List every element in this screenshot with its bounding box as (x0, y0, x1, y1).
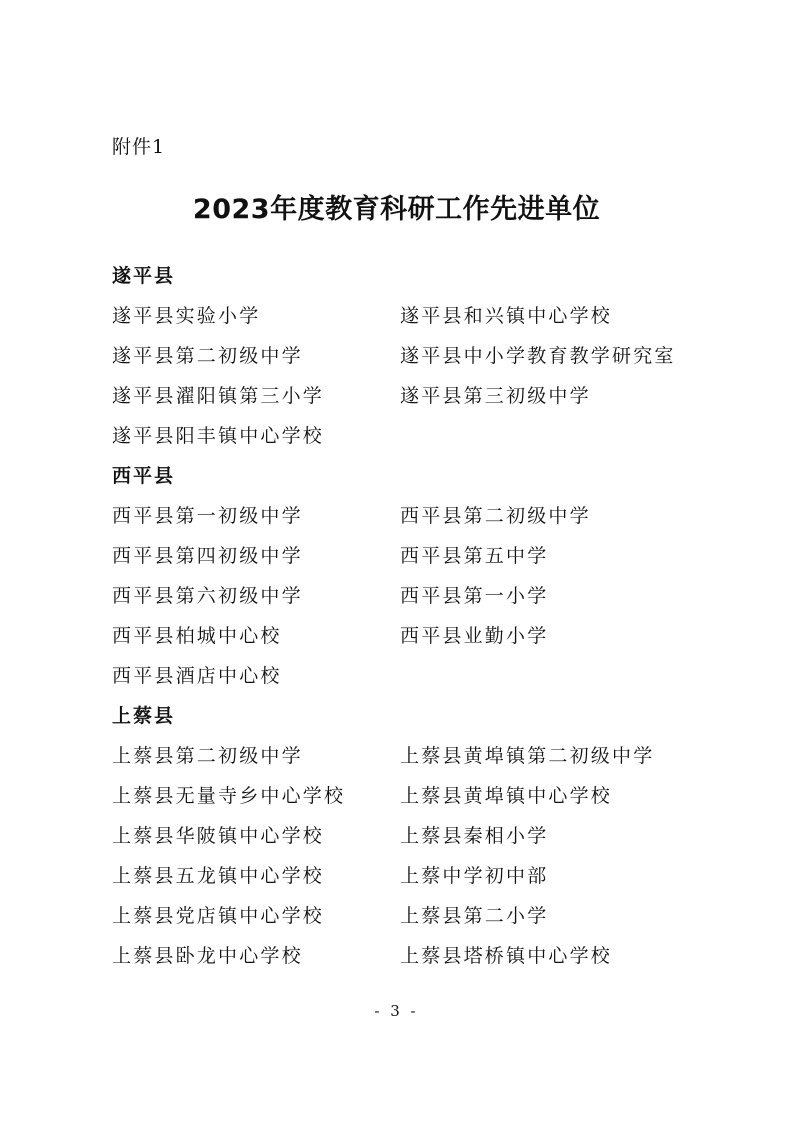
unit-item: 上蔡中学初中部 (400, 865, 549, 887)
unit-item: 西平县业勤小学 (400, 625, 549, 647)
county-list (112, 256, 712, 976)
unit-item: 遂平县第二初级中学 (112, 345, 303, 367)
county-section-suiping (112, 256, 712, 456)
unit-item: 西平县第二初级中学 (400, 505, 591, 527)
unit-item: 上蔡县华陂镇中心学校 (112, 825, 325, 847)
unit-item: 遂平县和兴镇中心学校 (400, 305, 613, 327)
unit-item: 遂平县中小学教育教学研究室 (400, 345, 676, 367)
county-section-xiping (112, 456, 712, 696)
unit-item: 上蔡县卧龙中心学校 (112, 945, 303, 967)
county-section-shangcai (112, 696, 712, 976)
unit-item: 西平县第五中学 (400, 545, 549, 567)
page-number: - 3 - (374, 1002, 419, 1020)
county-heading: 遂平县 (112, 265, 176, 287)
unit-item: 上蔡县塔桥镇中心学校 (400, 945, 613, 967)
county-heading: 上蔡县 (112, 705, 176, 727)
unit-item: 上蔡县无量寺乡中心学校 (112, 785, 346, 807)
unit-item: 西平县酒店中心校 (112, 665, 282, 687)
unit-grid (112, 296, 712, 456)
unit-item: 西平县第四初级中学 (112, 545, 303, 567)
unit-item: 遂平县第三初级中学 (400, 385, 591, 407)
unit-grid (112, 496, 712, 696)
unit-item: 上蔡县党店镇中心学校 (112, 905, 325, 927)
unit-item: 上蔡县黄埠镇第二初级中学 (400, 745, 655, 767)
unit-item: 上蔡县第二小学 (400, 905, 549, 927)
unit-item: 遂平县濯阳镇第三小学 (112, 385, 325, 407)
unit-item: 上蔡县秦相小学 (400, 825, 549, 847)
unit-item: 上蔡县黄埠镇中心学校 (400, 785, 613, 807)
unit-item: 西平县柏城中心校 (112, 625, 282, 647)
unit-grid (112, 736, 712, 976)
unit-item: 上蔡县五龙镇中心学校 (112, 865, 325, 887)
unit-item: 西平县第六初级中学 (112, 585, 303, 607)
unit-item: 遂平县阳丰镇中心学校 (112, 425, 325, 447)
document-title: 2023年度教育科研工作先进单位 (192, 194, 601, 225)
unit-item: 上蔡县第二初级中学 (112, 745, 303, 767)
unit-item: 西平县第一小学 (400, 585, 549, 607)
county-heading: 西平县 (112, 465, 176, 487)
unit-item: 遂平县实验小学 (112, 305, 261, 327)
unit-item: 西平县第一初级中学 (112, 505, 303, 527)
attachment-label: 附件1 (112, 136, 166, 158)
